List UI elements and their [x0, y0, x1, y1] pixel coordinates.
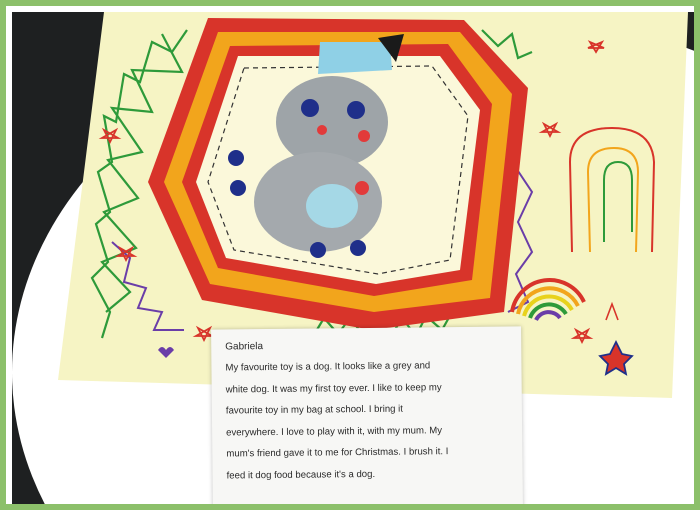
photograph — [12, 12, 700, 510]
note-author: Gabriela — [225, 341, 264, 353]
typed-note-card — [211, 326, 523, 510]
note-body: My favourite toy is a dog. It looks like a grey and white dog. It was my first toy ever. I like to keep my favourite toy in my bag at school. I bring it everywhere. I love to play with it, with my mum. My mum's friend gave it to me for Christmas. I brush it. I feed it dog food because it's a dog. — [225, 360, 449, 481]
